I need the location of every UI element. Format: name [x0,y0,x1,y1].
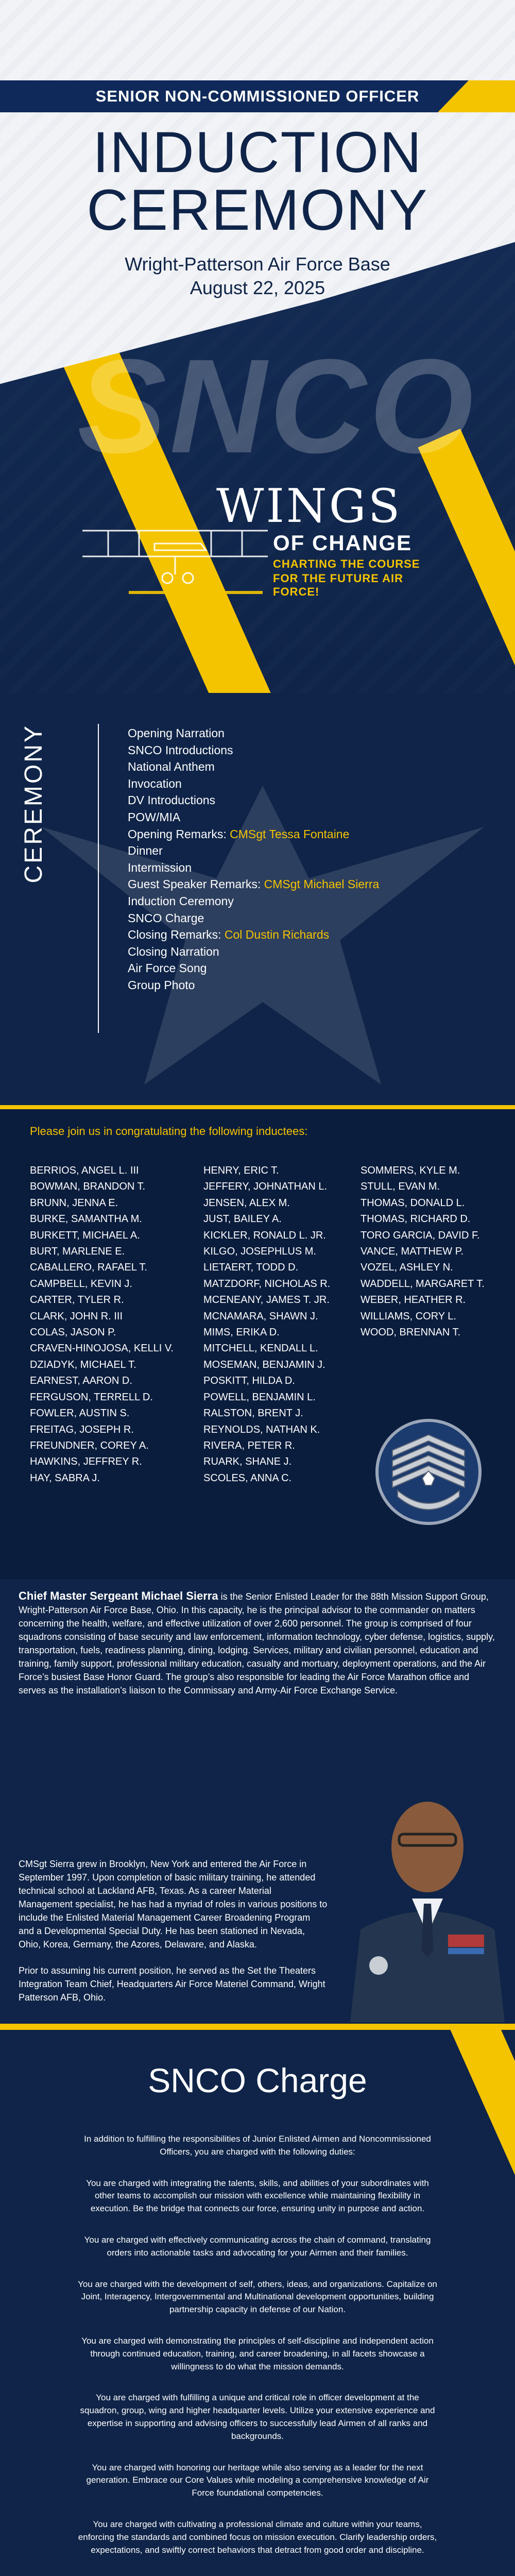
charge-paragraphs [76,2133,439,2576]
program-item [128,977,499,994]
inductee-name: MCNAMARA, SHAWN J. [203,1310,318,1322]
inductee-name: CARTER, TYLER R. [30,1294,124,1306]
msgt-rank-insignia-icon [375,1403,482,1541]
inductee-name: HAWKINS, JEFFREY R. [30,1456,142,1468]
bio-paragraph-1 [19,1589,497,1697]
inductee-name: JENSEN, ALEX M. [203,1197,290,1209]
inductee-name: BURKE, SAMANTHA M. [30,1213,142,1225]
program-item-person: CMSgt Michael Sierra [264,877,380,891]
program-item-label: Closing Narration [128,944,219,958]
program-item [128,792,499,809]
gold-divider-bottom [0,2024,515,2030]
inductee-name: CABALLERO, RAFAEL T. [30,1262,147,1274]
program-item-label: National Anthem [128,760,215,774]
program-item [128,775,499,792]
speaker-portrait [340,1780,515,2022]
program-list [128,725,499,994]
inductee-name: CLARK, JOHN R. III [30,1310,123,1322]
inductee-name: TORO GARCIA, DAVID F. [360,1229,480,1241]
inductee-name: MATZDORF, NICHOLAS R. [203,1278,331,1290]
program-item-label: Closing Remarks: [128,928,221,942]
inductee-name: THOMAS, RICHARD D. [360,1213,471,1225]
inductee-name: RIVERA, PETER R. [203,1439,295,1451]
inductee-name: HENRY, ERIC T. [203,1165,279,1176]
program-item-label: Guest Speaker Remarks: [128,877,261,891]
program-item-label: Opening Narration [128,726,225,740]
charge-paragraph: You are charged with integrating the talents, skills, and abilities of your subordinates with other teams to accomplish our mission with excellence while maintaining flexibility in execution. Be the bridge that connects our force, ensuring unity in purpose and action. [86,2178,429,2214]
snco-charge-section [0,2030,515,2576]
program-item-label: Opening Remarks: [128,827,227,841]
inductee-name: WADDELL, MARGARET T. [360,1278,485,1290]
program-item-label: POW/MIA [128,810,181,824]
inductee-name: BRUNN, JENNA E. [30,1197,118,1209]
inductee-column-2 [203,1163,330,1486]
inductee-column-3 [360,1163,485,1341]
inductee-name: COLAS, JASON P. [30,1327,116,1338]
charge-paragraph: You are charged with the development of self, others, ideas, and organizations. Capitalize on Joint, Interagency, Intergovernmental and Multinational development opportunities, building partnership capacity in defense of our Nation. [78,2279,437,2315]
bio-text-1: is the Senior Enlisted Leader for the 88th Mission Support Group, Wright-Patterson Air Force Base, Ohio. In this capacity, he is the principal advisor to the commander on matters concerning the health, welfare, and effective utilization of over 2,600 personnel. The group is comprised of four squadrons consisting of base security and law enforcement, information technology, cyber defense, logistics, supply, transportation, fuels, readiness planning, dining, lodging. Services, military and civilian personnel, education and training, family support, professional military education, casualty and mortuary, deployment operations, and the Air Force’s busiest Base Honor Guard. The group’s also responsible for leading the Air Force Marathon office and serves as the installation’s liaison to the Commissary and Army-Air Force Exchange Service. [19,1591,495,1696]
bio-paragraph-2: CMSgt Sierra grew in Brooklyn, New York and entered the Air Force in September 1997. Upon completion of basic military training, he attended technical school at Lackland AFB, Texas. As a career Material Management specialist, he has had a myriad of roles in various positions to include the Enlisted Material Management Career Broadening Program and a Developmental Special Duty. He has been stationed in Nevada, Ohio, Korea, Germany, the Azores, Delaware, and Alaska. [19,1859,328,1950]
inductee-name: FREUNDNER, COREY A. [30,1439,149,1451]
inductee-name: MITCHELL, KENDALL L. [203,1343,318,1354]
inductee-name: MOSEMAN, BENJAMIN J. [203,1359,325,1370]
inductee-column-1 [30,1163,174,1486]
charge-paragraph: You are charged with honoring our heritage while also serving as a leader for the next generation. Embrace our Core Values while modeling a comprehensive knowledge of Air Force foundational competencies. [86,2462,429,2498]
theme-wings: WINGS [216,479,402,533]
charge-paragraph: You are charged with fulfilling a unique and critical role in officer development at the squadron, group, wing and higher headquarter levels. Utilize your extensive experience and expertise in supporting and advising officers to successfully lead Airmen of all ranks and backgrounds. [80,2393,435,2441]
inductee-name: KICKLER, RONALD L. JR. [203,1229,326,1241]
guest-speaker-bio [0,1579,515,2030]
program-item [128,826,499,843]
ceremony-section [0,693,515,1105]
charge-paragraph: In addition to fulfilling the responsibilities of Junior Enlisted Airmen and Noncommissioned Officers, you are charged with the following duties: [84,2134,431,2157]
inductee-name: KILGO, JOSEPHLUS M. [203,1246,316,1258]
title-line-2: CEREMONY [87,178,428,242]
program-item-label: Dinner [128,844,163,858]
bio-paragraph-3: Prior to assuming his current position, he served as the Set the Theaters Integration Team Chief, Headquarters Air Force Materiel Command, Wright Patterson AFB, Ohio. [19,1965,325,2003]
inductee-name: POWELL, BENJAMIN L. [203,1391,316,1403]
inductee-name: EARNEST, AARON D. [30,1375,132,1387]
inductee-name: BURT, MARLENE E. [30,1246,125,1258]
program-item [128,926,499,943]
inductee-name: THOMAS, DONALD L. [360,1197,465,1209]
program-item-label: Invocation [128,776,182,790]
ceremony-heading [20,724,50,889]
inductee-name: POSKITT, HILDA D. [203,1375,295,1387]
inductee-name: HAY, SABRA J. [30,1472,100,1484]
inductee-name: JUST, BAILEY A. [203,1213,282,1225]
program-item-person: CMSgt Tessa Fontaine [230,827,350,841]
wings-of-change-logo [77,479,448,613]
inductee-name: VOZEL, ASHLEY N. [360,1262,453,1274]
ceremony-divider [98,724,99,1033]
program-item-label: Group Photo [128,978,195,992]
theme-tagline-1: CHARTING THE COURSE [273,557,420,570]
gold-accent-top [450,2030,515,2216]
program-item-label: DV Introductions [128,793,216,807]
program-item-label: Air Force Song [128,961,207,975]
program-item [128,893,499,910]
inductee-name: WEBER, HEATHER R. [360,1294,466,1306]
inductee-name: SOMMERS, KYLE M. [360,1165,460,1176]
program-item-label: Intermission [128,860,192,874]
inductee-name: FREITAG, JOSEPH R. [30,1423,134,1435]
program-item [128,725,499,742]
inductee-name: WOOD, BRENNAN T. [360,1327,461,1338]
program-item-label: Induction Ceremony [128,894,234,908]
program-item-label: SNCO Charge [128,911,204,925]
program-item [128,842,499,859]
banner-text: SENIOR NON-COMMISSIONED OFFICER [95,87,420,105]
inductee-name: RUARK, SHANE J. [203,1456,292,1468]
inductees-section [0,1105,515,1579]
charge-title: SNCO Charge [148,2061,367,2099]
inductee-name: SCOLES, ANNA C. [203,1472,292,1484]
program-item [128,859,499,876]
inductee-name: FOWLER, AUSTIN S. [30,1408,130,1419]
inductee-name: WILLIAMS, CORY L. [360,1310,456,1322]
event-date: August 22, 2025 [190,277,325,298]
speaker-name: Chief Master Sergeant Michael Sierra [19,1589,218,1602]
charge-paragraph: You are charged with demonstrating the principles of self-discipline and independent action through continued education, training, and career broadening, in all facets showcase a willingness to do what the mission demands. [81,2335,434,2371]
program-item-person: Col Dustin Richards [224,928,330,942]
program-item [128,943,499,960]
hero-section [0,0,515,693]
inductee-name: MCENEANY, JAMES T. JR. [203,1294,330,1306]
ceremony-heading-text: CEREMONY [20,724,47,884]
theme-tagline-2: FOR THE FUTURE AIR FORCE! [273,572,404,598]
inductee-name: REYNOLDS, NATHAN K. [203,1423,320,1435]
title-line-1: INDUCTION [92,120,423,184]
inductee-name: DZIADYK, MICHAEL T. [30,1359,136,1370]
charge-paragraph: You are charged with effectively communicating across the chain of command, translating orders into actionable tasks and advocating for your Airmen and their families. [84,2234,431,2258]
program-item [128,742,499,759]
snco-watermark: SNCO [77,332,477,481]
inductee-name: CRAVEN-HINOJOSA, KELLI V. [30,1343,174,1354]
inductee-name: BERRIOS, ANGEL L. III [30,1165,139,1176]
title-banner [0,80,515,112]
program-item [128,758,499,775]
program-item [128,960,499,977]
inductee-name: JEFFERY, JOHNATHAN L. [203,1181,328,1193]
inductee-name: RALSTON, BRENT J. [203,1408,303,1419]
inductee-name: BURKETT, MICHAEL A. [30,1229,140,1241]
gold-divider [0,1105,515,1109]
inductee-name: LIETAERT, TODD D. [203,1262,299,1274]
inductee-name: STULL, EVAN M. [360,1181,440,1193]
program-item [128,809,499,826]
inductee-name: VANCE, MATTHEW P. [360,1246,464,1258]
inductee-name: CAMPBELL, KEVIN J. [30,1278,132,1290]
inductee-name: BOWMAN, BRANDON T. [30,1181,146,1193]
theme-of-change: OF CHANGE [273,531,412,555]
program-item-label: SNCO Introductions [128,743,233,757]
inductee-name: FERGUSON, TERRELL D. [30,1391,153,1403]
program-item [128,910,499,927]
charge-paragraph: You are charged with cultivating a professional climate and culture within your teams, enforcing the standards and combined focus on mission execution. Clarify leadership orders, expectations, and swiftly correct behaviors that detract from good order and discipline. [78,2519,437,2555]
inductees-intro: Please join us in congratulating the following inductees: [30,1125,308,1138]
event-location: Wright-Patterson Air Force Base [125,253,390,275]
program-item [128,876,499,893]
inductee-name: MIMS, ERIKA D. [203,1327,280,1338]
